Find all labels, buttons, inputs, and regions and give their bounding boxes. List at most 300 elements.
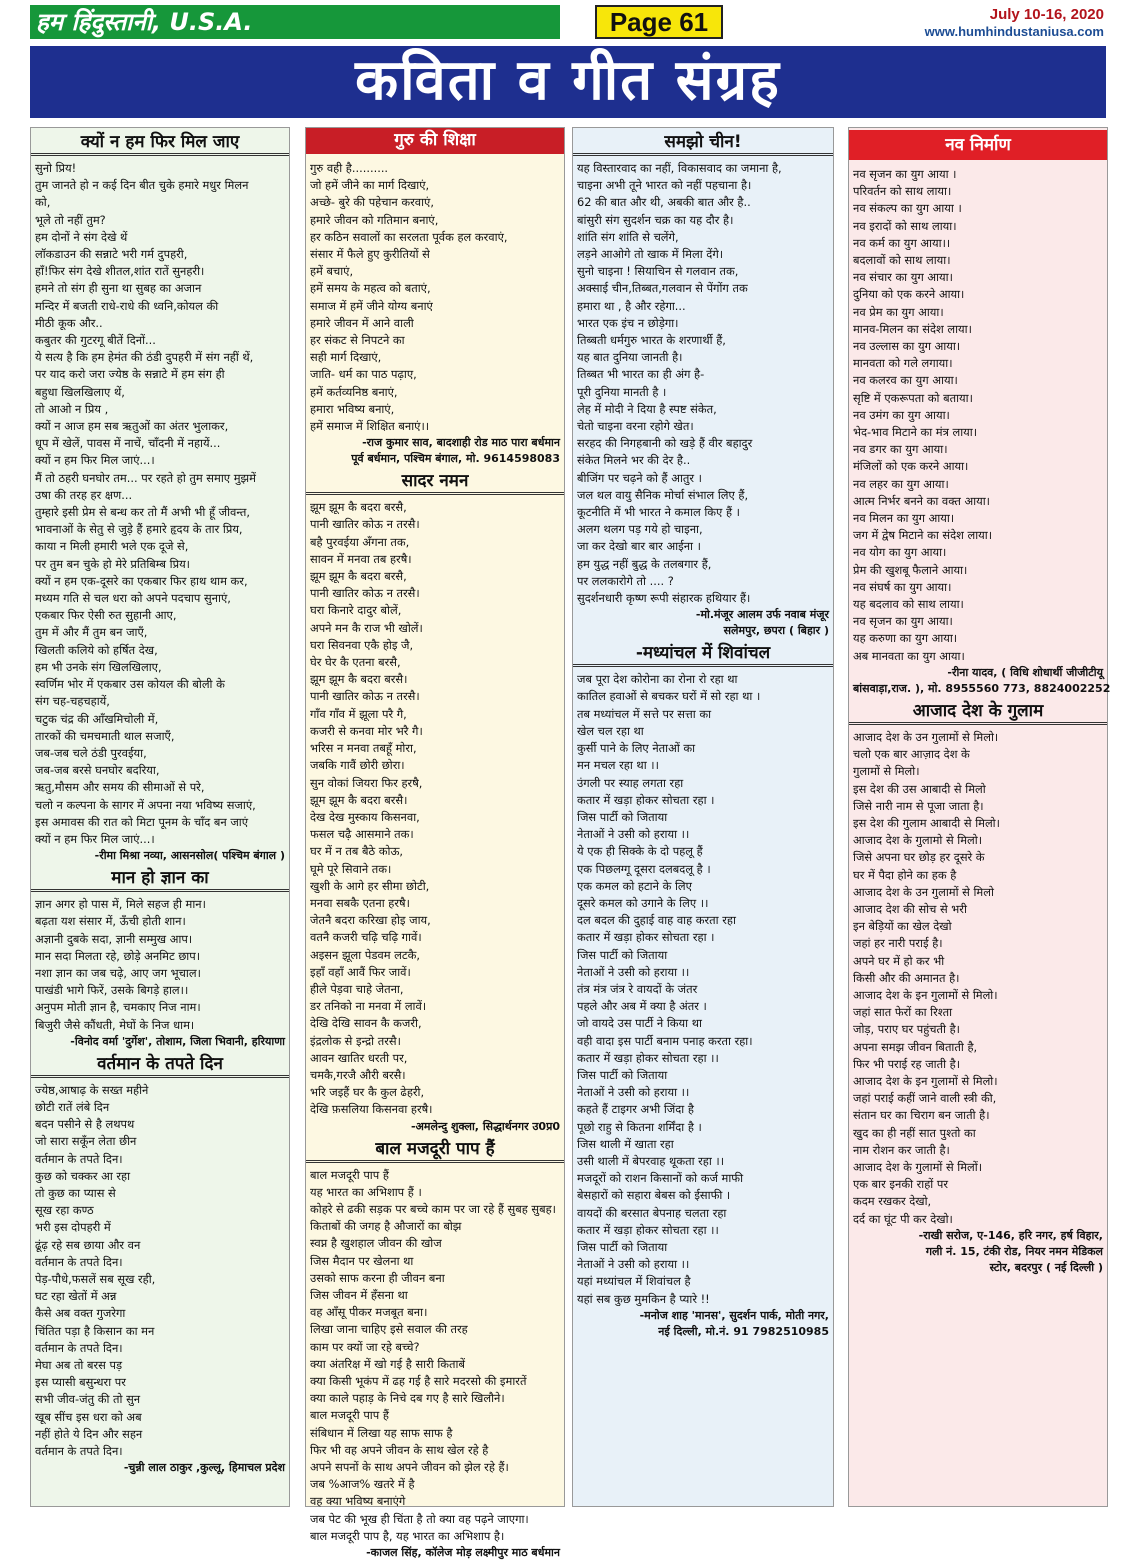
poem-line: जिस पार्टी को जिताया	[577, 947, 668, 962]
column-4	[848, 127, 1111, 1507]
poem-line: संतान घर का चिराग बन जाती है।	[853, 1108, 990, 1123]
poem-author-contact: नई दिल्ली, मो.नं. 91 7982510985	[658, 1324, 829, 1338]
poem-line: हमें कर्तव्यनिष्ठ बनाएं,	[310, 384, 398, 399]
poem-line: पाखंडी भागे फिरें, उसके बिगड़े हाल।।	[35, 983, 189, 998]
issue-date: July 10-16, 2020	[989, 6, 1104, 23]
poem-line: आजाद देश के इन गुलामों से मिलो।	[853, 1073, 998, 1088]
poem-line: इन बेड़ियों का खेल देखो	[853, 919, 952, 934]
poem-line: एक पिछलग्गू दूसरा दलबदलू है ।	[577, 861, 711, 876]
poem-line: तुम जानते हो न कई दिन बीत चुके हमारे मधुर मिलन	[35, 178, 249, 193]
poem-line: आत्म निर्भर बनने का वक्त आया।	[853, 493, 990, 508]
poem-title: समझो चीन!	[573, 130, 833, 156]
poem-line: सुनो प्रिय!	[35, 161, 77, 175]
poem-line: नेताओं ने उसी को हराया ।।	[577, 1257, 690, 1272]
poem-line: शांति संग शांति से चलेंगे,	[577, 229, 679, 244]
poem-line: घरा किनारे दादुर बोलें,	[310, 603, 402, 618]
poem-line: नव सृजन का युग आया।	[853, 614, 953, 629]
poem-line: तारकों की चमचमाती थाल सजाएँ,	[35, 728, 175, 743]
poem-body	[31, 160, 289, 848]
column-3	[572, 127, 834, 1507]
poem-line: काया न मिली हमारी भले एक दूजे से,	[35, 539, 189, 554]
poem-line: मंजिलों को एक करने आया।	[853, 459, 969, 474]
poem-line: किताबों की जगह है औजारों का बोझ	[310, 1219, 462, 1234]
poem-line: अपना समझ जीवन बिताती है,	[853, 1039, 978, 1054]
poem-line: भरि जइहैं घर कै कुल ढेहरी,	[310, 1085, 425, 1100]
poem-line: चमकै,गरजै औरी बरसै।	[310, 1067, 406, 1082]
poem-line: बिजुरी जैसे कौंधती, मेघों के निज धाम।	[35, 1017, 195, 1032]
poem-line: संबिधान में लिखा यह साफ साफ है	[310, 1425, 453, 1440]
poem-line: जबकि गावैं छोरी छोरा।	[310, 758, 405, 773]
poem-line: आवन खातिर धरती पर,	[310, 1050, 408, 1065]
poem-author: -अमलेन्दु शुक्ला, सिद्धार्थनगर उ0प्र0	[410, 1119, 560, 1133]
poem-line: सरहद की निगहबानी को खड़े हैं वीर बहादुर	[577, 436, 753, 451]
poem-line: दल बदल की दुहाई वाह वाह करता रहा	[577, 913, 736, 928]
poem-line: चाइना अभी तूने भारत को नहीं पहचाना है।	[577, 178, 752, 193]
poem-line: चटुक चंद्र की आँखमिचोली में,	[35, 711, 159, 726]
poem-line: हमारा भविष्य बनाएं,	[310, 401, 395, 416]
poem-line: हमें बचाएं,	[310, 264, 354, 279]
poem-line: नव कर्म का युग आया।।	[853, 235, 951, 250]
poem-body	[849, 166, 1107, 665]
column-1	[30, 127, 290, 1507]
poem-line: खिलती कलिये को हर्षित देख,	[35, 642, 158, 657]
poem-line: अइसन झूला पेडवम लटकै,	[310, 947, 421, 962]
poem-line: जिस पार्टी को जिताया	[577, 1239, 668, 1254]
poem-line: वर्तमान के तपते दिन।	[35, 1340, 123, 1355]
poem-line: जब-जब चले ठंडी पुरवईया,	[35, 745, 147, 760]
poem-line: ज्ञान अगर हो पास में, मिले सहज ही मान।	[35, 897, 206, 912]
poem-line: तब मध्यांचल में सत्ते पर सत्ता का	[577, 706, 712, 721]
poem-line: वतनै कजरी चढ़ि चढ़ि गावें।	[310, 930, 422, 945]
poem-line: जब-जब बरसे घनघोर बदरिया,	[35, 763, 160, 778]
poem-line: कोहरे से ढकी सड़क पर बच्चे काम पर जा रहे हैं सुबह सुबह।	[310, 1201, 556, 1216]
poem-line: आजाद देश के इन गुलामों से मिलो।	[853, 987, 998, 1002]
poem-line: गाँव गाँव में झूला परै गै,	[310, 706, 407, 721]
poem-line: हम भी उनके संग खिलखिलाए,	[35, 659, 162, 674]
poem-line: तिब्बती धर्मगुरु भारत के शरणार्थी हैं,	[577, 333, 726, 348]
poem-author: -मनोज शाह 'मानस', सुदर्शन पार्क, मोती नगर,	[639, 1308, 829, 1322]
poem-line: जब पूरा देश कोरोना का रोना रो रहा था	[577, 672, 738, 687]
poem-line: मैं तो ठहरी घनघोर तम... पर रहते हो तुम समाए मुझमें	[35, 470, 256, 485]
poem-title: सादर नमन	[306, 469, 564, 495]
poem-line: नव संकल्प का युग आया ।	[853, 201, 962, 216]
poem-line: बाल मजदूरी पाप हैं	[310, 1408, 389, 1423]
poem-line: मन्दिर में बजती राधे-राधे की ध्वनि,कोयल की	[35, 298, 219, 313]
poem-line: बहै पुरवईया अँगना तक,	[310, 534, 410, 549]
poem-line: वह क्या भविष्य बनाएंगे	[310, 1494, 406, 1509]
poem-line: जिस मैदान पर खेलना था	[310, 1253, 414, 1268]
poem-line: सूख रहा कण्ठ	[35, 1203, 94, 1218]
poem-line: फिर भी पराई रह जाती है।	[853, 1056, 961, 1071]
poem-line: कूटनीति में भी भारत ने कमाल किए हैं ।	[577, 505, 740, 520]
poem-line: जो वायदे उस पार्टी ने किया था	[577, 1016, 702, 1031]
poem-line: यह विस्तारवाद का नहीं, विकासवाद का जमाना है,	[577, 161, 782, 175]
poem-line: दूसरे कमल को उगाने के लिए ।।	[577, 895, 709, 910]
poem-line: इस देश की गुलाम आबादी से मिलो।	[853, 815, 1000, 830]
poem-title: गुरु की शिक्षा	[306, 128, 564, 154]
poem-line: बेसहारों को सहारा बेबस को ईसाफी ।	[577, 1188, 731, 1203]
poem-line: अपने मन कै राज भी खोलें।	[310, 620, 423, 635]
poem-line: झूम झूम कै बदरा बरसै।	[310, 672, 408, 687]
poem-line: भरी इस दोपहरी में	[35, 1220, 111, 1235]
poem-line: क्या अंतरिक्ष में खो गई है सारी किताबें	[310, 1356, 466, 1371]
poem-line: मन मचल रहा था ।।	[577, 758, 659, 773]
poem-line: जिस जीवन में हँसना था	[310, 1287, 408, 1302]
poem-line: सुदर्शनधारी कृष्ण रूपी संहारक हथियार हैं।	[577, 591, 751, 606]
poem-body	[306, 160, 564, 435]
poem-author-place: सलेमपुर, छपरा ( बिहार )	[723, 624, 829, 638]
poem-line: क्यों न हम फिर मिल जाएं...।	[35, 453, 155, 468]
poem-line: यह करुणा का युग आया।	[853, 631, 958, 646]
poem-line: मानव-मिलन का संदेश लाया।	[853, 321, 972, 336]
poem-line: मेघा अब तो बरस पड़	[35, 1358, 123, 1372]
poem-line: तो आओ न प्रिय ,	[35, 401, 109, 416]
poem-line: भरिस न मनवा तबहूँ मोरा,	[310, 741, 417, 756]
poem-line: नव लहर का युग आया।	[853, 476, 949, 491]
poem-line: चलो एक बार आज़ाद देश के	[853, 747, 970, 762]
website-link[interactable]: www.humhindustaniusa.com	[924, 24, 1104, 39]
poem-line: फसल चढ़ै आसमाने तक।	[310, 827, 414, 842]
poem-line: बाल मजदूरी पाप है, यह भारत का अभिशाप है।	[310, 1528, 505, 1543]
poem-line: उसी थाली में बेपरवाह थूकता रहा ।।	[577, 1153, 725, 1168]
poem-line: पहले और अब में क्या है अंतर ।	[577, 999, 707, 1014]
poem-line: हर संकट से निपटने का	[310, 333, 405, 348]
poem-line: पूछो राहु से कितना शर्मिंदा है ।	[577, 1119, 702, 1134]
poem-line: घट रहा खेतों में अन्न	[35, 1289, 117, 1304]
poem-line: चलो न कल्पना के सागर में अपना नया भविष्य सजाएं,	[35, 797, 256, 812]
poem-line: ढूंढ़ रहे सब छाया और वन	[35, 1237, 141, 1252]
poem-line: मनवा सबकै एतना हरषै।	[310, 895, 410, 910]
poem-line: भेद-भाव मिटाने का मंत्र लाया।	[853, 425, 978, 440]
poem-line: लॉकडाउन की सन्नाटे भरी गर्म दुपहरी,	[35, 247, 188, 262]
poem-line: उषा की तरह हर क्षण...	[35, 487, 133, 502]
poem-line: अलग थलग पड़ गये हो चाइना,	[577, 522, 703, 537]
poem-line: ज्येष्ठ,आषाढ़ के सख्त महीने	[35, 1082, 149, 1097]
masthead	[30, 5, 1110, 41]
poem-line: आजाद देश के गुलामों से मिलों।	[853, 1159, 983, 1174]
poem-line: परिवर्तन को साथ लाया।	[853, 184, 952, 199]
poem-line: खूब सींच इस धरा को अब	[35, 1409, 142, 1424]
poem-line: ये सत्य है कि हम हेमंत की ठंडी दुपहरी में संग नहीं थें,	[35, 350, 254, 365]
poem-line: क्या काले पहाड़ के निचे दब गए है सारे खिलौने।	[310, 1391, 505, 1406]
poem-line: कतार में खड़ा होकर सोचता रहा ।।	[577, 1050, 719, 1065]
poem-line: नेताओं ने उसी को हराया ।।	[577, 964, 690, 979]
poem-line: इस प्यासी बसुन्धरा पर	[35, 1375, 126, 1390]
poem-line: खुद का ही नहीं सात पुश्तो का	[853, 1125, 976, 1140]
poem-line: नव उल्लास का युग आया।	[853, 339, 961, 354]
poem-line: यह बदलाव को साथ लाया।	[853, 597, 964, 612]
poem-body	[573, 671, 833, 1308]
poem-line: नेताओं ने उसी को हराया ।।	[577, 1085, 690, 1100]
poem-line: क्यों न हम एक-दूसरे का एकबार फिर हाथ थाम कर,	[35, 573, 248, 588]
poem-line: को,	[35, 195, 51, 210]
poem-line: भारत एक इंच न छोड़ेगा।	[577, 315, 679, 330]
poem-line: लड़ने आओगे तो खाक में मिला देंगे।	[577, 247, 724, 262]
poem-line: जाति- धर्म का पाठ पढ़ाए,	[310, 367, 417, 382]
poem-line: नव मिलन का युग आया।	[853, 511, 955, 526]
poem-line: सही मार्ग दिखाएं,	[310, 350, 382, 365]
poem-body	[573, 160, 833, 607]
poem-line: नाम रोशन कर जाती है।	[853, 1142, 950, 1157]
poem-line: हमने तो संग ही सुना था सुबह का अजान	[35, 281, 202, 296]
poem-line: घर में पैदा होने का हक है	[853, 867, 957, 882]
poem-line: कतार में खड़ा होकर सोचता रहा ।	[577, 930, 715, 945]
poem-line: कबुतर की गुटरगू बीतें दिनों...	[35, 333, 156, 348]
poem-author-contact: बांसवाड़ा,राज. ), मो. 8955560 773, 8824002252	[853, 681, 1111, 695]
poem-line: कैसे अब वक्त गुजरेगा	[35, 1306, 126, 1321]
poem-line: खुशी के आगे हर सीमा छोटी,	[310, 878, 430, 893]
poem-line: घूमे पूरे सिवाने तक।	[310, 861, 392, 876]
poem-line: भावनाओं के सेतु से जुड़े हैं हमारे हृदय के तार प्रिय,	[35, 522, 243, 537]
poem-author: -रीमा मिश्रा नव्या, आसनसोल( पश्चिम बंगाल )	[94, 849, 285, 863]
poem-line: अब मानवता का युग आया।	[853, 648, 965, 663]
poem-line: नव योग का युग आया।	[853, 545, 947, 560]
poem-author: -विनोद वर्मा 'दुर्गेश', तोशाम, जिला भिवानी, हरियाणा	[70, 1034, 285, 1048]
poem-line: जोड़, पराए घर पहुंचती है।	[853, 1022, 960, 1037]
poem-line: देखि फ़सलिया किसनवा हरषै।	[310, 1102, 433, 1117]
poem-line: वर्तमान के तपते दिन।	[35, 1151, 123, 1166]
poem-line: उसको साफ करना ही जीवन बना	[310, 1270, 445, 1285]
poem-line: नव उमंग का युग आया।	[853, 407, 950, 422]
poem-line: सुन वोकां जियरा फिर हरषै,	[310, 775, 423, 790]
poem-title: नव निर्माण	[849, 130, 1107, 160]
poem-line: हम दोनों ने संग देखे थें	[35, 229, 128, 244]
poem-line: तंत्र मंत्र जंत्र रे वायदों के जंतर	[577, 981, 698, 996]
poem-line: बढ़ता यश संसार में, ऊँची होती शान।	[35, 914, 186, 929]
poem-line: नव इरादों को साथ लाया।	[853, 218, 957, 233]
poem-line: अपने सपनों के साथ अपने जीवन को झेल रहे हैं।	[310, 1460, 509, 1475]
poem-line: तो कुछ का प्यास से	[35, 1185, 116, 1200]
poem-line: 62 की बात और थी, अबकी बात और है..	[577, 195, 751, 210]
poem-line: कतार में खड़ा होकर सोचता रहा ।।	[577, 1222, 719, 1237]
poem-title: बाल मजदूरी पाप हैं	[306, 1137, 564, 1163]
poem-line: संकेत मिलने भर की देर है..	[577, 453, 691, 468]
poem-line: गुलामों से मिलो।	[853, 764, 920, 779]
poem-title: वर्तमान के तपते दिन	[31, 1052, 289, 1078]
poem-line: आजाद देश के गुलामो से मिलो।	[853, 833, 983, 848]
poem-line: तिब्बत भी भारत का ही अंग है-	[577, 367, 705, 382]
poem-line: कतार में खड़ा होकर सोचता रहा ।	[577, 792, 715, 807]
poem-line: तुम्हारे इसी प्रेम से बन्ध कर तो मैं अभी भी हूँ जीवन्त,	[35, 505, 251, 520]
poem-line: सृष्टि में एकरूपता को बताया।	[853, 390, 973, 405]
poem-line: सावन में मनवा तब हरषै।	[310, 551, 412, 566]
poem-line: मानवता को गले लगाया।	[853, 356, 953, 371]
poem-line: हम युद्ध नहीं बुद्ध के तलबगार हैं,	[577, 556, 712, 571]
poem-body	[31, 896, 289, 1034]
poem-author: -मो.मंजूर आलम उर्फ नवाब मंजूर	[695, 608, 829, 622]
poem-line: मध्यम गति से चल धरा को अपने पदचाप सुनाएं,	[35, 591, 231, 606]
poem-line: आजाद देश की सोच से भरी	[853, 901, 967, 916]
poem-line: हमारे जीवन में आने वाली	[310, 315, 414, 330]
page-banner: कविता व गीत संग्रह	[30, 46, 1106, 118]
poem-line: यह बात दुनिया जानती है।	[577, 350, 683, 365]
poem-body	[849, 729, 1107, 1228]
poem-line: नहीं होते ये दिन और सहन	[35, 1426, 143, 1441]
poem-line: जिस थाली में खाता रहा	[577, 1136, 674, 1151]
poem-line: स्वर्णिम भोर में एकबार उस कोयल की बोली के	[35, 677, 225, 692]
poem-line: देखि देखि सावन कै कजरी,	[310, 1016, 422, 1031]
poem-line: घर में न तब बैठे कोऊ,	[310, 844, 404, 859]
poem-line: जब पेट की भूख ही चिंता है तो क्या वह पढ़ने जाएगा।	[310, 1511, 529, 1526]
poem-line: कातिल हवाओं से बचकर घरों में सो रहा था ।	[577, 689, 761, 704]
poem-line: नव संघर्ष का युग आया।	[853, 579, 952, 594]
poem-line: जग में द्वेष मिटाने का संदेश लाया।	[853, 528, 993, 543]
poem-line: जहां पराई कहीं जाने वाली स्त्री की,	[853, 1091, 997, 1106]
poem-line: देख देख मुस्काय किसनवा,	[310, 809, 420, 824]
poem-line: घरा सिवनवा एकै होइ जै,	[310, 637, 414, 652]
poem-line: जहां सात फेरों का रिश्ता	[853, 1005, 953, 1020]
poem-line: प्रेम की खुशबू फैलाने आया।	[853, 562, 968, 577]
poem-line: पानी खातिर कोऊ न तरसै।	[310, 586, 420, 601]
poem-line: पूरी दुनिया मानती है ।	[577, 384, 667, 399]
poem-line: डर तनिको ना मनवा में लावें।	[310, 999, 427, 1014]
poem-line: जो हमें जीने का मार्ग दिखाएं,	[310, 178, 430, 193]
poem-line: लेह में मोदी ने दिया है स्पष्ट संकेत,	[577, 401, 717, 416]
poem-line: लिखा जाना चाहिए इसे सवाल की तरह	[310, 1322, 468, 1337]
poem-line: बहुधा खिलखिलाए थें,	[35, 384, 125, 399]
poem-line: नव सृजन का युग आया ।	[853, 167, 957, 181]
poem-title: क्यों न हम फिर मिल जाए	[31, 130, 289, 156]
poem-line: नव कलरव का युग आया।	[853, 373, 958, 388]
poem-line: नेताओं ने उसी को हराया ।।	[577, 827, 690, 842]
poem-line: जिस पार्टी को जिताया	[577, 1067, 668, 1082]
page-number: Page 61	[595, 5, 723, 39]
poem-line: नव डगर का युग आया।	[853, 442, 948, 457]
poem-line: फिर भी वह अपने जीवन के साथ खेल रहे है	[310, 1442, 489, 1457]
poem-line: बदलावों को साथ लाया।	[853, 253, 951, 268]
column-2	[305, 127, 565, 1560]
poem-line: हमें समाज में शिक्षित बनाएं।।	[310, 419, 430, 434]
poem-line: बाल मजदूरी पाप हैं	[310, 1167, 389, 1182]
poem-line: जब %आज% खतरे में है	[310, 1477, 415, 1492]
poem-line: घेर घेर कै एतना बरसै,	[310, 655, 401, 670]
poem-line: जिसे नारी नाम से पूजा जाता है।	[853, 798, 984, 813]
poem-line: नशा ज्ञान का जब चढ़े, आए जग भूचाल।	[35, 965, 201, 980]
poem-line: हीले पेड़वा चाहे जेतना,	[310, 981, 404, 996]
poem-line: पर याद करो जरा ज्येष्ठ के सन्नाटे में हम संग ही	[35, 367, 225, 382]
poem-author-contact: पूर्व बर्धमान, पश्चिम बंगाल, मो. 9614598083	[351, 452, 560, 466]
poem-line: मीठी कूक और..	[35, 315, 103, 330]
poem-line: जो सारा सकूँन लेता छीन	[35, 1134, 137, 1149]
poem-line: संग चह-चहचहायें,	[35, 694, 110, 709]
poem-line: झूम झूम कै बदरा बरसै,	[310, 569, 407, 584]
poem-line: कदम रखकर देखो,	[853, 1194, 932, 1209]
poem-line: काम पर क्यों जा रहे बच्चे?	[310, 1339, 420, 1354]
poem-line: वह आँसू पीकर मजबूत बना।	[310, 1305, 428, 1320]
poem-line: झूम झूम कै बदरा बरसै।	[310, 792, 408, 807]
poem-line: बीजिंग पर चढ़ने को हैं आतुर ।	[577, 470, 702, 485]
poem-line: अक्साई चीन,तिब्बत,गलवान से पेंगोंग तक	[577, 281, 748, 296]
poem-line: जहां हर नारी पराई है।	[853, 936, 943, 951]
poem-line: नव संचार का युग आया।	[853, 270, 953, 285]
poem-line: पर तुम बन चुके हो मेरे प्रतिबिम्ब प्रिय।	[35, 556, 190, 571]
poem-line: बांसुरी संग सुदर्शन चक्र का यह दौर है।	[577, 212, 734, 227]
poem-author-address: गली नं. 15, टंकी रोड, नियर नमन मेडिकल	[925, 1244, 1103, 1258]
poem-line: वर्तमान के तपते दिन।	[35, 1254, 123, 1269]
poem-line: इस अमावस की रात को मिटा पूनम के चाँद बन जाएं	[35, 814, 249, 829]
poem-line: एक बार इनकी राहों पर	[853, 1177, 948, 1192]
poem-line: सुनो चाइना ! सियाचिन से गलवान तक,	[577, 264, 739, 279]
poem-line: कहते हैं टाइगर अभी जिंदा है	[577, 1102, 694, 1117]
poem-author-address: स्टोर, बदरपुर ( नई दिल्ली )	[989, 1260, 1103, 1274]
poem-line: जिस पार्टी को जिताया	[577, 809, 668, 824]
poem-title: -मध्यांचल में शिवांचल	[573, 641, 833, 667]
poem-author: -काजल सिंह, कॉलेज मोड़ लक्ष्मीपुर माठ बर्धमान	[366, 1546, 560, 1560]
poem-body	[306, 499, 564, 1118]
poem-line: अज्ञानी दुबके सदा, ज्ञानी सम्मुख आप।	[35, 931, 193, 946]
poem-line: ये एक ही सिक्के के दो पहलू हैं	[577, 844, 703, 859]
poem-line: क्यों न आज हम सब ऋतुओं का अंतर भुलाकर,	[35, 419, 229, 434]
poem-title: मान हो ज्ञान का	[31, 866, 289, 892]
poem-line: दुनिया को एक करने आया।	[853, 287, 965, 302]
poem-line: मान सदा मिलता रहे, छोड़े अनमिट छाप।	[35, 948, 201, 963]
paper-name: हम हिंदुस्तानी, U.S.A.	[30, 5, 560, 39]
poem-line: इंद्रलोक से इन्द्रो तरसै।	[310, 1033, 401, 1048]
poem-line: मजदूरों को राशन किसानों को कर्ज माफी	[577, 1171, 744, 1186]
poem-line: पर ललकारोगे तो .... ?	[577, 573, 674, 588]
poem-line: किसी और की अमानत है।	[853, 970, 960, 985]
poem-line: अपने घर में हो कर भी	[853, 953, 945, 968]
poem-line: वर्तमान के तपते दिन।	[35, 1444, 123, 1459]
poem-line: इहाँ वहाँ आवैं फिर जावें।	[310, 964, 411, 979]
poem-line: एक कमल को हटाने के लिए	[577, 878, 692, 893]
poem-title: आजाद देश के गुलाम	[849, 699, 1107, 725]
poem-line: तुम में और मैं तुम बन जाएँ,	[35, 625, 148, 640]
poem-line: यह भारत का अभिशाप हैं ।	[310, 1184, 422, 1199]
poem-author: -चुन्नी लाल ठाकुर ,कुल्लू, हिमाचल प्रदेश	[123, 1461, 285, 1475]
poem-line: दर्द का घूंट पी कर देखो।	[853, 1211, 953, 1226]
poem-line: क्यों न हम फिर मिल जाएं...।	[35, 831, 155, 846]
poem-author: -राज कुमार साव, बादशाही रोड माठ पारा बर्धमान	[362, 436, 560, 450]
poem-line: खेल चल रहा था	[577, 723, 644, 738]
poem-line: यहां मध्यांचल में शिवांचल है	[577, 1274, 691, 1289]
poem-line: पेड़-पौधे,फसलें सब सूख रही,	[35, 1271, 156, 1286]
poem-line: वायदों की बरसात बेपनाह चलता रहा	[577, 1205, 727, 1220]
poem-author: -राखी सरोज, ए-146, हरि नगर, हर्ष विहार,	[918, 1228, 1103, 1242]
poem-line: आजाद देश के उन गुलामों से मिलो।	[853, 729, 999, 744]
poem-line: झूम झूम कै बदरा बरसै,	[310, 500, 407, 515]
poem-line: हाँ!फिर संग देखे शीतल,शांत रातें सुनहरी।	[35, 264, 205, 279]
poem-body	[306, 1167, 564, 1545]
poem-author: -रीना यादव, ( विधि शोधार्थी जीजीटीयू	[947, 665, 1103, 679]
poem-line: यहां सब कुछ मुमकिन है प्यारे !!	[577, 1291, 710, 1306]
poem-line: एकबार फिर ऐसी रुत सुहानी आए,	[35, 608, 177, 623]
poem-line: वही वादा इस पार्टी बनाम पनाह करता रहा।	[577, 1033, 753, 1048]
poem-line: समाज में हमें जीने योग्य बनाएं	[310, 298, 433, 313]
poem-body	[31, 1082, 289, 1460]
poem-line: अनुपम मोती ज्ञान है, चमकाए निज नाम।	[35, 1000, 201, 1015]
poem-line: सभी जीव-जंतु की तो सुन	[35, 1392, 141, 1407]
poem-line: चिंतित पड़ा है किसान का मन	[35, 1323, 155, 1338]
poem-line: कुर्सी पाने के लिए नेताओं का	[577, 741, 696, 756]
poem-line: छोटी रातें लंबे दिन	[35, 1099, 110, 1114]
poem-line: हमें समय के महत्व को बताएं,	[310, 281, 431, 296]
poem-line: ऋतु,मौसम और समय की सीमाओं से परे,	[35, 780, 205, 795]
poem-line: जिसे अपना घर छोड़ हर दूसरे के	[853, 850, 985, 865]
poem-line: स्वप्न है खुशहाल जीवन की खोज	[310, 1236, 442, 1251]
poem-line: हमारा था , है और रहेगा...	[577, 298, 686, 313]
poem-line: जा कर देखो बार बार आईना ।	[577, 539, 701, 554]
poem-line: उंगली पर स्याह लगता रहा	[577, 775, 684, 790]
poem-line: संसार में फैले हुए कुरीतियों से	[310, 247, 430, 262]
poem-line: जेतनै बदरा करिखा होइ जाय,	[310, 913, 431, 928]
poem-line: जल थल वायु सैनिक मोर्चा संभाल लिए हैं,	[577, 487, 749, 502]
poem-line: हर कठिन सवालों का सरलता पूर्वक हल करवाएं,	[310, 229, 508, 244]
poem-line: अच्छे- बुरे की पहेचान करवाएं,	[310, 195, 434, 210]
poem-line: पानी खातिर कोऊ न तरसै।	[310, 689, 420, 704]
poem-line: हमारे जीवन को गतिमान बनाएं,	[310, 212, 439, 227]
poem-line: नव प्रेम का युग आया।	[853, 304, 944, 319]
